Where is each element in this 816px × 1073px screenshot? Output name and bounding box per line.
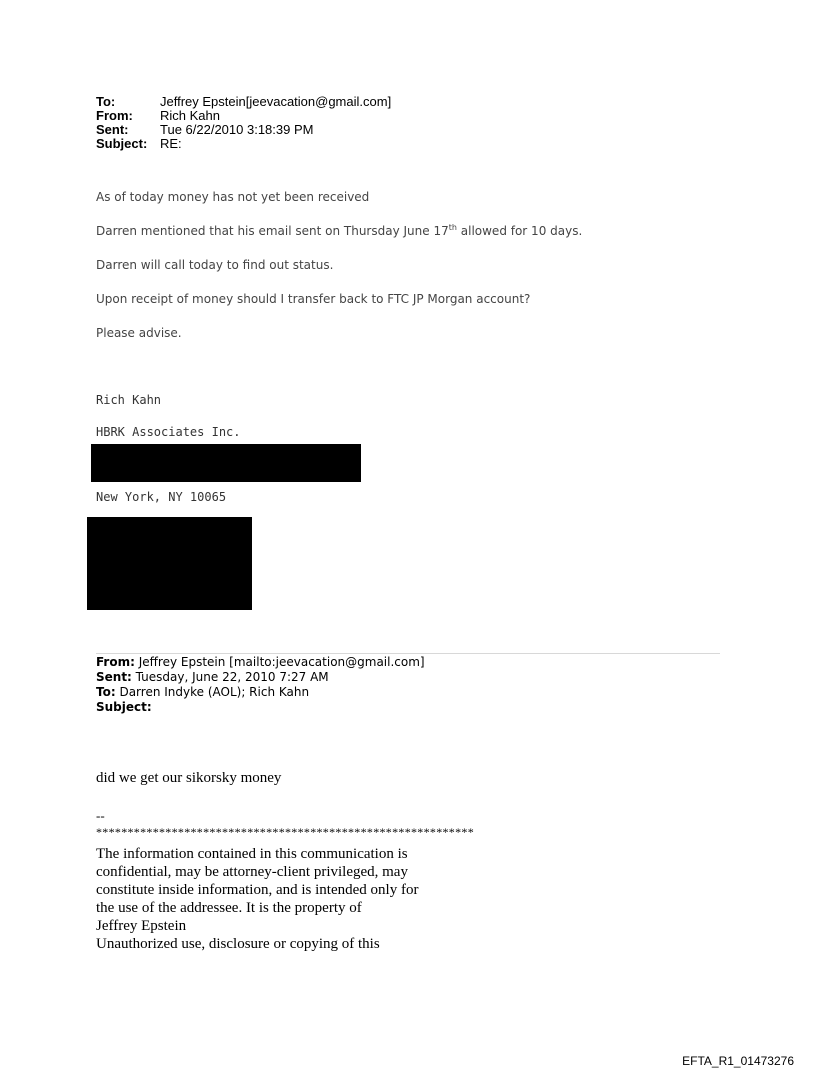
sent-value: Tue 6/22/2010 3:18:39 PM	[160, 122, 314, 137]
body-line-5: Please advise.	[96, 326, 182, 340]
signature-company: HBRK Associates Inc.	[96, 425, 241, 439]
body-line-3: Darren will call today to find out status.	[96, 258, 334, 272]
quoted-message: did we get our sikorsky money	[96, 770, 282, 786]
subject-value: RE:	[160, 136, 182, 151]
redaction-box	[91, 444, 361, 482]
signature-name: Rich Kahn	[96, 393, 162, 407]
header-sent-row	[96, 123, 391, 137]
body-line-2-tail: allowed for 10 days.	[456, 224, 583, 238]
email-header	[96, 95, 391, 151]
quoted-subject-label: Subject:	[96, 700, 152, 714]
star-separator: ************************************************************	[96, 825, 474, 839]
quoted-sent-row	[96, 670, 425, 685]
quote-divider	[96, 653, 720, 654]
signature-dash: --	[96, 808, 105, 823]
header-to-row	[96, 95, 391, 109]
quoted-sent-value: Tuesday, June 22, 2010 7:27 AM	[131, 670, 329, 684]
body-line-4: Upon receipt of money should I transfer back to FTC JP Morgan account?	[96, 292, 531, 306]
disclaimer-line: confidential, may be attorney-client privileged, may	[96, 864, 408, 880]
body-line-2-sup: th	[448, 223, 457, 232]
to-label: To:	[96, 94, 116, 109]
quoted-from-value: Jeffrey Epstein [mailto:jeevacation@gmail.com]	[134, 655, 425, 669]
quoted-from-row	[96, 655, 425, 670]
disclaimer-line: Jeffrey Epstein	[96, 918, 187, 934]
disclaimer-line: constitute inside information, and is intended only for	[96, 882, 419, 898]
document-id-stamp: EFTA_R1_01473276	[682, 1054, 794, 1068]
disclaimer-line: Unauthorized use, disclosure or copying of this	[96, 936, 380, 952]
quoted-from-label: From:	[96, 655, 135, 669]
quoted-to-value: Darren Indyke (AOL); Rich Kahn	[115, 685, 310, 699]
body-line-2	[96, 224, 582, 238]
body-line-2-text: Darren mentioned that his email sent on Thursday June 17	[96, 224, 449, 238]
quoted-subject-row	[96, 700, 425, 715]
disclaimer-line: The information contained in this communication is	[96, 846, 408, 862]
body-line-1: As of today money has not yet been received	[96, 190, 370, 204]
from-label: From:	[96, 108, 133, 123]
quoted-to-label: To:	[96, 685, 116, 699]
disclaimer	[96, 845, 418, 953]
header-from-row	[96, 109, 391, 123]
redaction-box	[87, 517, 252, 610]
disclaimer-line: the use of the addressee. It is the property of	[96, 900, 362, 916]
subject-label: Subject:	[96, 136, 148, 151]
quoted-to-row	[96, 685, 425, 700]
quoted-sent-label: Sent:	[96, 670, 132, 684]
signature-city: New York, NY 10065	[96, 490, 227, 504]
quoted-header	[96, 655, 425, 715]
to-value: Jeffrey Epstein[jeevacation@gmail.com]	[160, 94, 392, 109]
from-value: Rich Kahn	[160, 108, 220, 123]
sent-label: Sent:	[96, 122, 129, 137]
header-subject-row	[96, 137, 391, 151]
